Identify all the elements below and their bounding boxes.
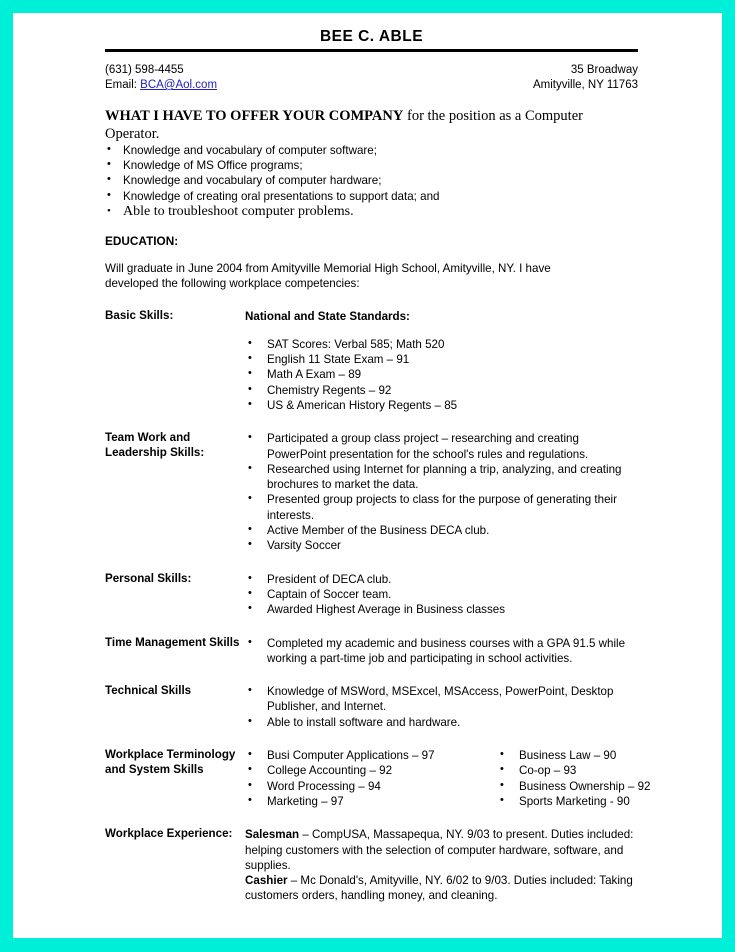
list-item: • Awarded Highest Average in Business classes (245, 602, 638, 617)
list-item: • Co-op – 93 (497, 763, 735, 778)
section-personal-skills (105, 572, 638, 618)
experience-entry (245, 873, 638, 904)
section-label: Workplace Experience: (105, 827, 233, 841)
contact-block (105, 63, 638, 93)
resume-content (105, 28, 651, 904)
list-item: • Presented group projects to class for the purpose of generating their interests. (245, 492, 638, 523)
list-item: • Word Processing – 94 (245, 779, 497, 794)
section-workplace-experience (105, 827, 638, 903)
section-basic-skills (105, 309, 638, 413)
list-item: • Sports Marketing - 90 (497, 794, 735, 809)
header-divider (105, 49, 638, 52)
section-content (245, 636, 638, 667)
section-content (245, 684, 638, 730)
list-item: • College Accounting – 92 (245, 763, 497, 778)
basic-skills-list (245, 337, 638, 413)
email-row (105, 78, 217, 93)
personal-skills-list (245, 572, 638, 618)
address-line-1: 35 Broadway (570, 64, 638, 76)
contact-right (533, 63, 638, 93)
list-item: • US & American History Regents – 85 (245, 398, 638, 413)
section-label: Team Work and Leadership Skills: (105, 431, 205, 459)
list-item: • Captain of Soccer team. (245, 587, 638, 602)
course-grades-column-right (497, 748, 735, 809)
section-technical-skills (105, 684, 638, 730)
job-title: Salesman (245, 828, 300, 842)
course-grades (245, 748, 735, 809)
section-team-work (105, 431, 638, 553)
section-content (245, 827, 638, 903)
job-detail: – CompUSA, Massapequa, NY. 9/03 to present. Duties included: helping customers with the selection of computer hardware, software, and supplies. (245, 828, 634, 872)
list-item: • Math A Exam – 89 (245, 367, 638, 382)
contact-left (105, 63, 217, 93)
list-item: • Completed my academic and business courses with a GPA 91.5 while working a part-time job and participating in school activities. (245, 636, 638, 667)
list-item: • Marketing – 97 (245, 794, 497, 809)
job-detail: – Mc Donald's, Amityville, NY. 6/02 to 9/03. Duties included: Taking customers orders, handling money, and cleaning. (245, 874, 633, 903)
section-content (245, 431, 638, 553)
team-work-list (245, 431, 638, 553)
list-item: • Researched using Internet for planning a trip, analyzing, and creating brochures to market the data. (245, 462, 638, 493)
list-item: • Knowledge and vocabulary of computer hardware; (105, 173, 638, 188)
list-item: • Chemistry Regents – 92 (245, 383, 638, 398)
objective-text: for the position as a Computer Operator. (105, 108, 583, 142)
job-title: Cashier (245, 874, 288, 888)
grades-list-right (497, 748, 735, 809)
section-label: Basic Skills: (105, 308, 174, 322)
standards-heading: National and State Standards: (245, 309, 410, 323)
objective-heading: WHAT I HAVE TO OFFER YOUR COMPANY (105, 108, 404, 124)
technical-skills-list (245, 684, 638, 730)
list-item: • Knowledge of MSWord, MSExcel, MSAccess, PowerPoint, Desktop Publisher, and Internet. (245, 684, 638, 715)
objective-paragraph (105, 107, 638, 143)
section-label: Technical Skills (105, 684, 192, 698)
course-grades-column-left (245, 748, 497, 809)
offer-bullet-list (105, 143, 638, 220)
education-text: Will graduate in June 2004 from Amityville Memorial High School, Amityville, NY. I have developed the following workplace competencies: (105, 261, 551, 290)
resume-page (13, 13, 722, 938)
list-item: • Knowledge and vocabulary of computer software; (105, 143, 638, 158)
list-item: • English 11 State Exam – 91 (245, 352, 638, 367)
list-item: • Knowledge of creating oral presentations to support data; and (105, 189, 638, 204)
section-content (245, 309, 638, 413)
address-line-2: Amityville, NY 11763 (532, 79, 638, 91)
list-item: • Varsity Soccer (245, 538, 638, 553)
list-item: • Busi Computer Applications – 97 (245, 748, 497, 763)
list-item: • Business Ownership – 92 (497, 779, 735, 794)
phone-number: (631) 598-4455 (105, 64, 184, 76)
section-label: Personal Skills: (105, 571, 192, 585)
list-item: • Able to install software and hardware. (245, 715, 638, 730)
education-heading: EDUCATION: (105, 233, 179, 248)
list-item: • Able to troubleshoot computer problems. (105, 204, 638, 220)
email-link[interactable]: BCA@Aol.com (140, 79, 218, 91)
section-content (245, 572, 638, 618)
section-label: Time Management Skills (105, 635, 240, 649)
list-item: • Participated a group class project – researching and creating PowerPoint presentation for the school's rules and regulations. (245, 431, 638, 462)
list-item: • Knowledge of MS Office programs; (105, 158, 638, 173)
list-item: • SAT Scores: Verbal 585; Math 520 (245, 337, 638, 352)
list-item: • President of DECA club. (245, 572, 638, 587)
section-label: Workplace Terminology and System Skills (105, 748, 236, 776)
section-workplace-terminology (105, 748, 651, 809)
experience-entry (245, 827, 638, 873)
grades-list-left (245, 748, 497, 809)
list-item: • Business Law – 90 (497, 748, 735, 763)
section-content (245, 748, 735, 809)
time-management-list (245, 636, 638, 667)
section-time-management (105, 636, 638, 667)
list-item: • Active Member of the Business DECA club. (245, 523, 638, 538)
email-label: Email: (105, 79, 137, 91)
page-title: BEE C. ABLE (319, 28, 424, 45)
